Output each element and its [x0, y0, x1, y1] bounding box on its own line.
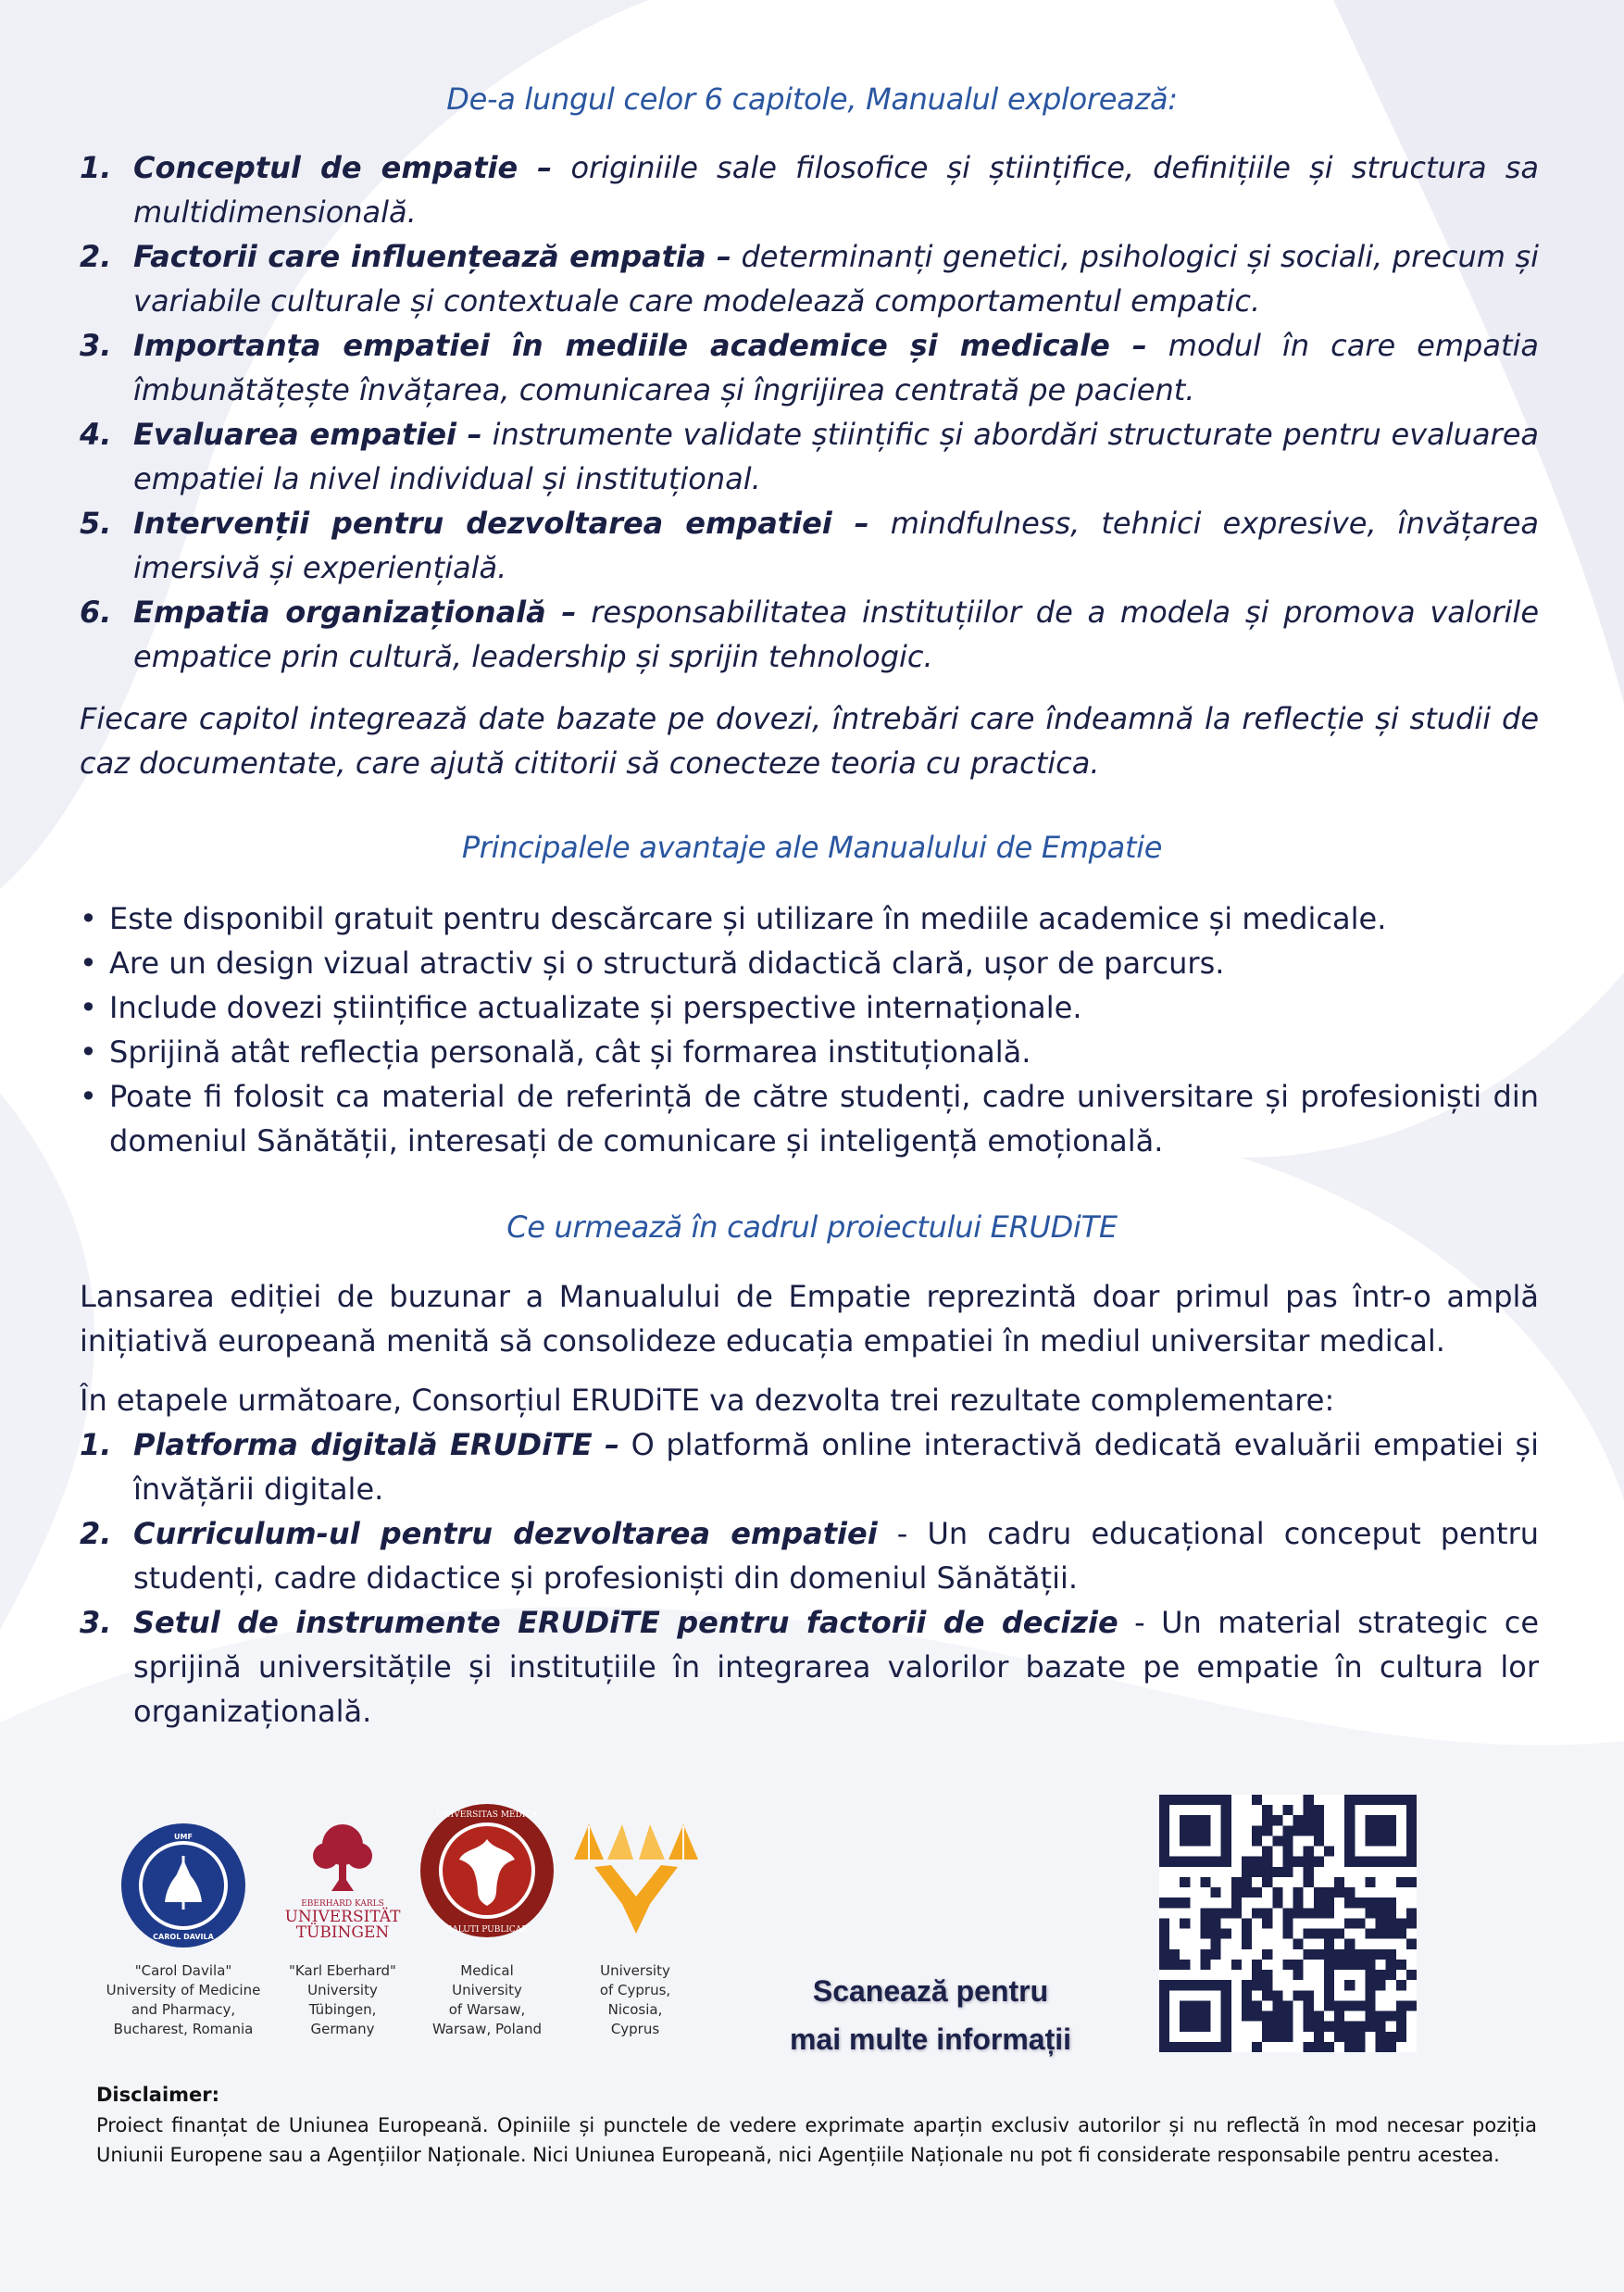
- logo-lettering: EBERHARD KARLS: [301, 1899, 384, 1909]
- bullet-icon: •: [80, 990, 97, 1025]
- seal-lettering: SALUTI PUBLICAE: [446, 1925, 528, 1935]
- list-item: [80, 1422, 1539, 1511]
- list-item: [80, 590, 1539, 679]
- seal-lettering: CAROL DAVILA: [153, 1933, 214, 1941]
- item-number: 1.: [80, 150, 112, 185]
- section3-heading: Ce urmează în cadrul proiectului ERUDiTE: [506, 1209, 1118, 1245]
- item-description: originiile sale filosofice și științifice, definițiile și structura sa multidimensională.: [133, 150, 1540, 230]
- logo-lettering: UNIVERSITÄT: [284, 1908, 401, 1926]
- list-item: [80, 234, 1539, 323]
- list-item: [80, 501, 1539, 590]
- list-item: [80, 145, 1539, 234]
- partner-caption: Medical University of Warsaw, Warsaw, Poland: [431, 1962, 543, 2037]
- scan-line-1: Scanează pentru: [812, 1974, 1049, 2008]
- item-term: Evaluarea empatiei –: [133, 417, 482, 452]
- item-description: instrumente validate științific și abordări structurate pentru evaluarea empatiei la nivel individual și instituțional.: [133, 417, 1540, 496]
- item-description: - Un cadru educațional conceput pentru studenți, cadre didactice și profesioniști din domeniul Sănătății.: [133, 1516, 1540, 1596]
- list-item: [80, 941, 1539, 985]
- advantages-list: [80, 896, 1539, 1163]
- logo-lettering: TÜBINGEN: [295, 1923, 390, 1942]
- cyprus-logo: [567, 1811, 706, 1937]
- chapters-list: [80, 145, 1539, 679]
- list-item: [80, 323, 1539, 412]
- item-description: responsabilitatea instituțiilor de a modela și promova valorile empatice prin cultură, leadership și sprijin tehnologic.: [133, 595, 1539, 674]
- list-item: [80, 1511, 1539, 1600]
- partner-caption: "Carol Davila" University of Medicine and Pharmacy, Bucharest, Romania: [106, 1962, 261, 2037]
- list-item: [80, 1600, 1539, 1734]
- bullet-icon: •: [80, 1079, 97, 1114]
- section1-heading: De-a lungul celor 6 capitole, Manualul explorează:: [446, 81, 1178, 117]
- bullet-text: Este disponibil gratuit pentru descărcare și utilizare în mediile academice și medicale.: [109, 901, 1387, 936]
- carol-davila-logo: [119, 1821, 248, 1950]
- bullet-text: Are un design vizual atractiv și o structură didactică clară, ușor de parcurs.: [109, 946, 1225, 981]
- list-item: [80, 1030, 1539, 1074]
- item-number: 2.: [80, 1516, 112, 1551]
- bullet-icon: •: [80, 901, 97, 936]
- warsaw-logo: [418, 1802, 556, 1939]
- disclaimer-title: Disclaimer:: [96, 2084, 220, 2106]
- item-term: Conceptul de empatie –: [133, 150, 553, 185]
- tubingen-logo: [278, 1817, 407, 1943]
- bullet-text: Poate fi folosit ca material de referință de către studenți, cadre universitare și profesioniști din domeniul Sănătății, interesați de comunicare și inteligență emoțională.: [109, 1079, 1539, 1159]
- partner-caption: University of Cyprus, Nicosia, Cyprus: [599, 1962, 671, 2037]
- item-term: Factorii care influențează empatia –: [133, 239, 732, 274]
- item-term: Setul de instrumente ERUDiTE pentru factorii de decizie: [133, 1605, 1118, 1640]
- list-item: [80, 1074, 1539, 1163]
- qr-code[interactable]: [1159, 1795, 1417, 2052]
- item-term: Intervenții pentru dezvoltarea empatiei –: [133, 506, 869, 541]
- item-number: 3.: [80, 328, 112, 363]
- list-item: [80, 985, 1539, 1030]
- chapters-summary: Fiecare capitol integrează date bazate pe dovezi, întrebări care îndeamnă la reflecție și studii de caz documentate, care ajută cititorii să conecteze teoria cu practica.: [80, 701, 1539, 781]
- item-number: 5.: [80, 506, 112, 541]
- seal-lettering: UNIVERSITAS MEDICA: [436, 1810, 538, 1820]
- item-description: mindfulness, tehnici expresive, învățarea imersivă și experiențială.: [133, 506, 1540, 585]
- item-term: Platforma digitală ERUDiTE –: [133, 1427, 620, 1462]
- partner-caption: "Karl Eberhard" University Tübingen, Germany: [289, 1962, 396, 2037]
- launch-paragraph: Lansarea ediției de buzunar a Manualului de Empatie reprezintă doar primul pas într-o amplă inițiativă europeană menită să consolideze educația empatiei în mediul universitar medical.: [80, 1279, 1539, 1359]
- bullet-text: Include dovezi științifice actualizate și perspective internaționale.: [109, 990, 1082, 1025]
- item-description: modul în care empatia îmbunătățește învățarea, comunicarea și îngrijirea centrată pe pacient.: [133, 328, 1540, 407]
- bullet-icon: •: [80, 1034, 97, 1070]
- item-number: 1.: [80, 1427, 112, 1462]
- list-item: [80, 896, 1539, 941]
- list-item: [80, 412, 1539, 501]
- item-description: O platformă online interactivă dedicată evaluării empatiei și învățării digitale.: [133, 1427, 1540, 1507]
- disclaimer-text: Proiect finanțat de Uniunea Europeană. Opiniile și punctele de vedere exprimate aparțin exclusiv autorilor și nu reflectă în mod necesar poziția Uniunii Europene sau a Agențiilor Naționale. Nici Uniunea Europeană, nici Agențiile Naționale nu pot fi considerate responsabile pentru acestea.: [96, 2114, 1537, 2166]
- item-number: 2.: [80, 239, 112, 274]
- item-term: Curriculum-ul pentru dezvoltarea empatiei: [133, 1516, 878, 1551]
- item-number: 4.: [80, 417, 112, 452]
- item-term: Importanța empatiei în mediile academice și medicale –: [133, 328, 1147, 363]
- item-term: Empatia organizațională –: [133, 595, 577, 630]
- scan-line-2: mai multe informații: [789, 2023, 1072, 2056]
- item-description: determinanți genetici, psihologici și sociali, precum și variabile culturale și contextuale care modelează comportamentul empatic.: [133, 239, 1540, 319]
- next-steps-paragraph: În etapele următoare, Consorțiul ERUDiTE va dezvolta trei rezultate complementare:: [80, 1383, 1335, 1418]
- bullet-icon: •: [80, 946, 97, 981]
- bullet-text: Sprijină atât reflecția personală, cât și formarea instituțională.: [109, 1034, 1031, 1070]
- seal-lettering: UMF: [174, 1833, 193, 1841]
- results-list: [80, 1422, 1539, 1734]
- item-description: - Un material strategic ce sprijină universitățile și instituțiile în integrarea valorilor bazate pe empatie în cultura lor organizațională.: [133, 1605, 1540, 1729]
- item-number: 3.: [80, 1605, 112, 1640]
- item-number: 6.: [80, 595, 112, 630]
- scan-callout: [759, 1967, 1102, 2063]
- section2-heading: Principalele avantaje ale Manualului de Empatie: [461, 830, 1163, 865]
